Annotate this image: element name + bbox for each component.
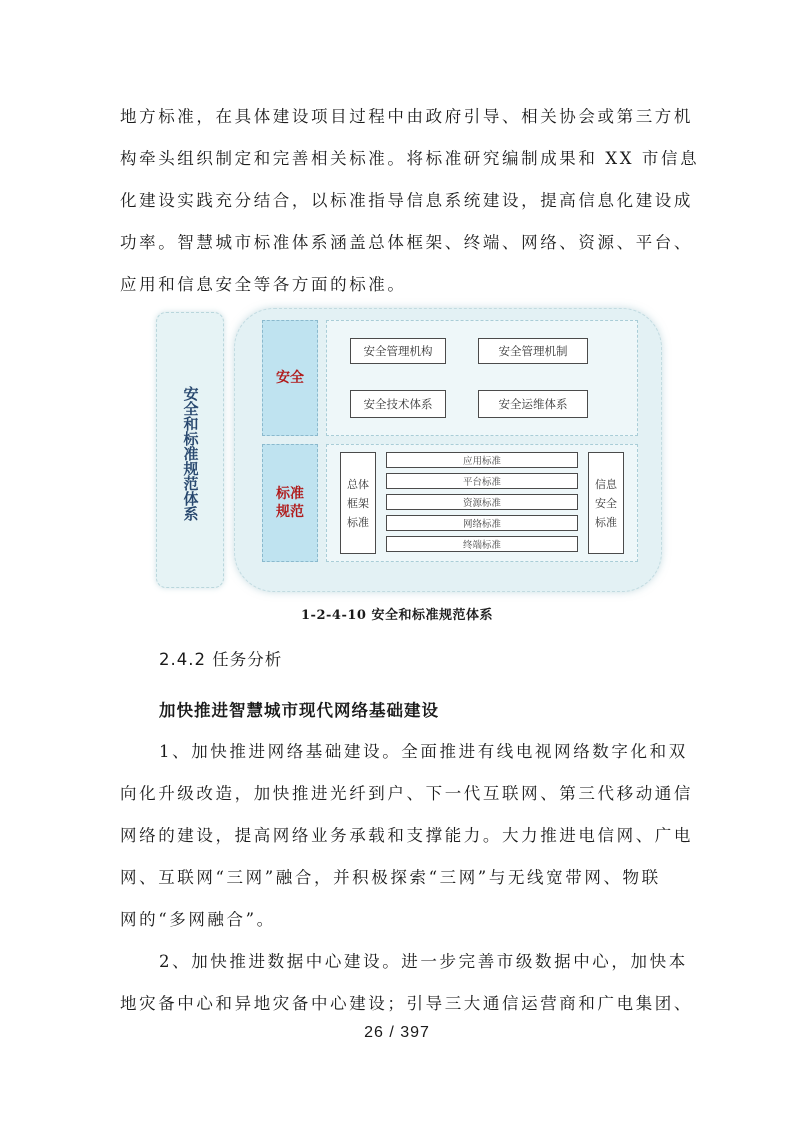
text-line: 网、互联网“三网”融合，并积极探索“三网”与无线宽带网、物联 [120, 868, 661, 887]
security-box: 安全管理机构 [350, 338, 446, 364]
security-standards-diagram [154, 308, 662, 592]
framework-standard-box: 总体 框架 标准 [340, 452, 376, 554]
text-line: 构牵头组织制定和完善相关标准。将标准研究编制成果和 XX 市信息 [120, 149, 700, 168]
info-security-standard-box: 信息 安全 标准 [588, 452, 624, 554]
standard-strip: 平台标准 [386, 473, 578, 489]
figure-caption: 1-2-4-10 安全和标准规范体系 [301, 608, 493, 623]
text-line: 应用和信息安全等各方面的标准。 [120, 275, 407, 294]
text-line: 网络的建设，提高网络业务承载和支撑能力。大力推进电信网、广电 [120, 826, 693, 845]
sub-heading: 加快推进智慧城市现代网络基础建设 [159, 701, 439, 720]
section-heading: 2.4.2 任务分析 [159, 650, 283, 669]
text-line: 地灾备中心和异地灾备中心建设；引导三大通信运营商和广电集团、 [120, 994, 693, 1013]
standards-label: 标准 规范 [262, 444, 318, 562]
text-line: 化建设实践充分结合，以标准指导信息系统建设，提高信息化建设成 [120, 191, 693, 210]
page-number: 26 / 397 [364, 1024, 430, 1041]
security-box: 安全管理机制 [478, 338, 588, 364]
standard-strip: 应用标准 [386, 452, 578, 468]
text-line: 网的“多网融合”。 [120, 910, 276, 929]
security-box: 安全运维体系 [478, 390, 588, 418]
text-line: 向化升级改造，加快推进光纤到户、下一代互联网、第三代移动通信 [120, 784, 693, 803]
text-line: 1、加快推进网络基础建设。全面推进有线电视网络数字化和双 [159, 742, 688, 761]
text-line: 地方标准，在具体建设项目过程中由政府引导、相关协会或第三方机 [120, 107, 693, 126]
text-line: 2、加快推进数据中心建设。进一步完善市级数据中心，加快本 [159, 952, 688, 971]
standard-strip: 网络标准 [386, 515, 578, 531]
standard-strip: 终端标准 [386, 536, 578, 552]
diagram-left-column [156, 312, 224, 588]
diagram-left-title: 安全和标准规范体系 [181, 385, 200, 521]
security-label: 安全 [262, 320, 318, 436]
text-line: 功率。智慧城市标准体系涵盖总体框架、终端、网络、资源、平台、 [120, 233, 693, 252]
security-box: 安全技术体系 [350, 390, 446, 418]
standard-strip: 资源标准 [386, 494, 578, 510]
